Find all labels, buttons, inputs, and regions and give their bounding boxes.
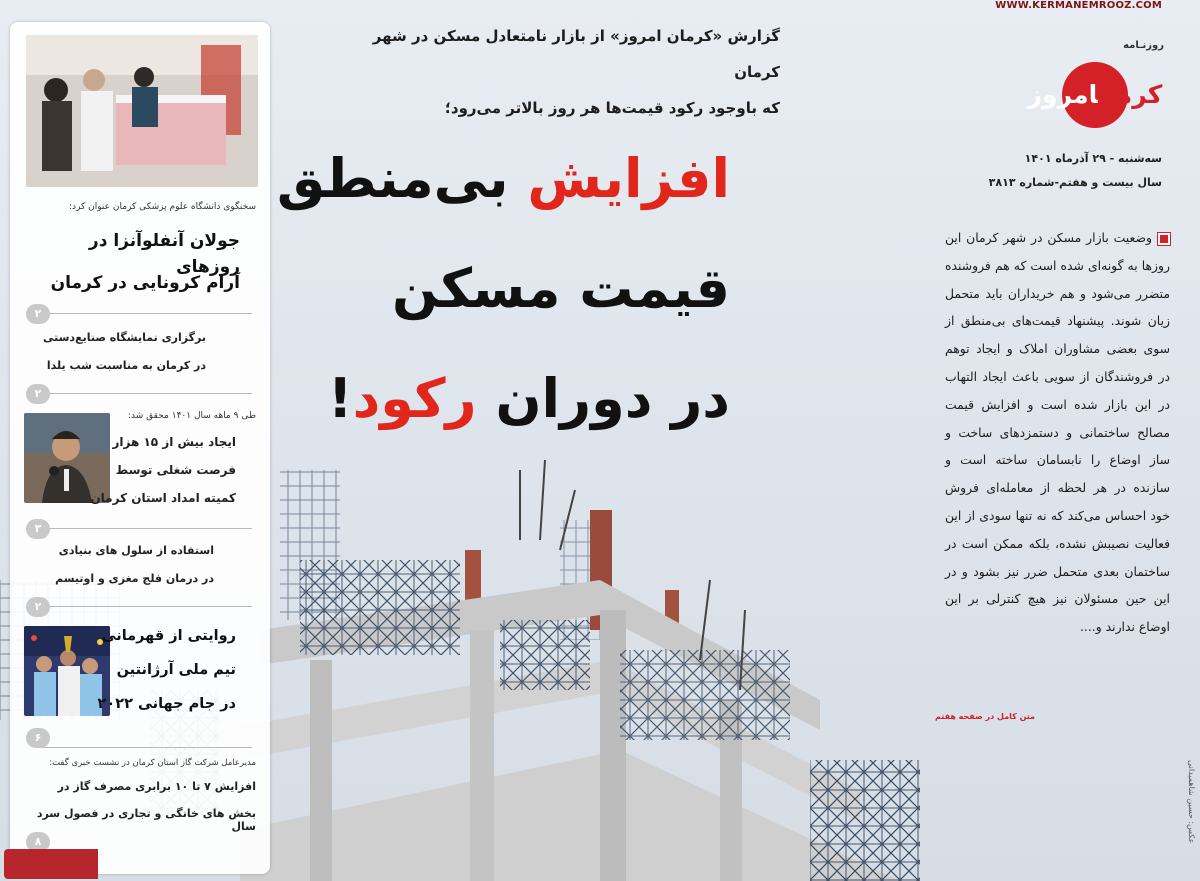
headline-word-red-3: رکود <box>352 367 477 430</box>
story2-line1[interactable]: برگزاری نمایشگاه صنایع‌دستی <box>42 331 206 344</box>
hospital-photo[interactable] <box>26 35 258 187</box>
main-headline[interactable] <box>276 124 730 454</box>
kicker-line-1: گزارش «کرمان امروز» از بازار نامتعادل مسکن در شهر کرمان <box>372 27 780 81</box>
issue-date: سه‌شنبه - ۲۹ آذرماه ۱۴۰۱ <box>1024 152 1162 165</box>
logo-text-red: کرمان <box>1098 80 1163 109</box>
newspaper-logo[interactable] <box>1024 58 1166 134</box>
story4-line1[interactable]: استفاده از سلول های بنیادی <box>58 544 214 557</box>
headline-word-black-1: بی‌منطق <box>276 147 509 210</box>
divider <box>36 393 252 394</box>
story3-line1[interactable]: ایجاد بیش از ۱۵ هزار <box>112 435 236 449</box>
divider <box>36 313 252 314</box>
page-number-badge: ۲ <box>26 384 50 404</box>
corner-tag <box>4 849 98 879</box>
story3-supertitle: طی ۹ ماهه سال ۱۴۰۱ محقق شد: <box>128 411 256 421</box>
story6-line1[interactable]: افزایش ۷ تا ۱۰ برابری مصرف گاز در <box>57 780 256 793</box>
page-number-badge: ۶ <box>26 728 50 748</box>
divider <box>36 528 252 529</box>
headline-word-red-1: افزایش <box>527 147 730 210</box>
lead-kicker <box>360 18 780 126</box>
story4-line2[interactable]: در درمان فلج مغزی و اوتیسم <box>55 572 214 585</box>
headline-line-3 <box>310 344 730 454</box>
story2-line2[interactable]: در کرمان به مناسبت شب یلدا <box>46 359 206 372</box>
page-number-badge: ۲ <box>26 304 50 324</box>
article-body <box>945 224 1170 641</box>
story1-title-line2[interactable]: آرام کرونایی در کرمان <box>50 273 240 293</box>
headline-line-1 <box>276 124 730 234</box>
article-bullet-icon <box>1158 233 1170 245</box>
website-url[interactable]: WWW.KERMANEMROOZ.COM <box>995 0 1162 11</box>
story1-supertitle: سخنگوی دانشگاه علوم پزشکی کرمان عنوان کرد: <box>69 202 256 212</box>
page-number-badge: ۸ <box>26 832 50 852</box>
headline-line-2: قیمت مسکن <box>392 257 730 320</box>
story6-supertitle: مدیرعامل شرکت گاز استان کرمان در نشست خبری گفت: <box>49 758 256 768</box>
masthead-label: روزنـامه <box>1123 40 1164 51</box>
headline-exclamation: ! <box>327 367 353 430</box>
story3-line3[interactable]: کمیته امداد استان کرمان <box>90 491 236 505</box>
page-number-badge: ۳ <box>26 519 50 539</box>
story5-line3[interactable]: در جام جهانی ۲۰۲۲ <box>97 696 236 712</box>
official-speaking-photo[interactable] <box>24 413 110 503</box>
news-sidebar <box>10 22 270 874</box>
story5-line2[interactable]: تیم ملی آرژانتین <box>116 662 236 678</box>
divider <box>36 606 252 607</box>
story6-line2[interactable]: بخش های خانگی و تجاری در فصول سرد سال <box>36 807 256 833</box>
logo-text-white: امروز <box>1027 80 1098 109</box>
story5-line1[interactable]: روایتی از قهرمانی <box>101 628 236 644</box>
headline-word-black-3: در دوران <box>495 367 730 430</box>
divider <box>36 747 252 748</box>
kicker-line-2: که باوجود رکود قیمت‌ها هر روز بالاتر می‌رود؛ <box>444 99 780 117</box>
page-number-badge: ۲ <box>26 597 50 617</box>
article-body-text: وضعیت بازار مسکن در شهر کرمان این روزها به گونه‌ای شده است که هم فروشنده متضرر می‌شود و هم خریداران باید متحمل زیان شوند. پیشنهاد قیمت‌های بی‌منطق از سوی بعضی مشاوران املاک و ایجاد توهم در فروشندگان از سویی باعث ایجاد التهاب در این بازار شده است و افزایش قیمت مصالح ساختمانی و دستمزدهای ساخت و ساز اوضاع را نابسامان ساخته است و سازنده در هر لحظه از معامله‌ای فروش خود احساس می‌کند که نه تنها سودی از این فعالیت نصیبش نشده، بلکه ممکن است در ساختمان بعدی متحمل ضرر نیز بشود و در این حین مسئولان نیز هیچ کنترلی بر این اوضاع ندارند و.... <box>945 230 1170 635</box>
story3-line2[interactable]: فرصت شغلی توسط <box>115 463 236 477</box>
story1-title-line1[interactable]: جولان آنفلوآنزا در روزهای <box>88 231 240 277</box>
logo-text <box>1024 80 1166 109</box>
lead-article[interactable] <box>945 224 1170 641</box>
issue-number: سال بیست و هفتم-شماره ۳۸۱۳ <box>988 176 1162 189</box>
photo-credit: عکس: حسین شاهمیدانی <box>1187 760 1196 844</box>
continued-link[interactable]: متن کامل در صفحه هفتم <box>935 712 1035 721</box>
